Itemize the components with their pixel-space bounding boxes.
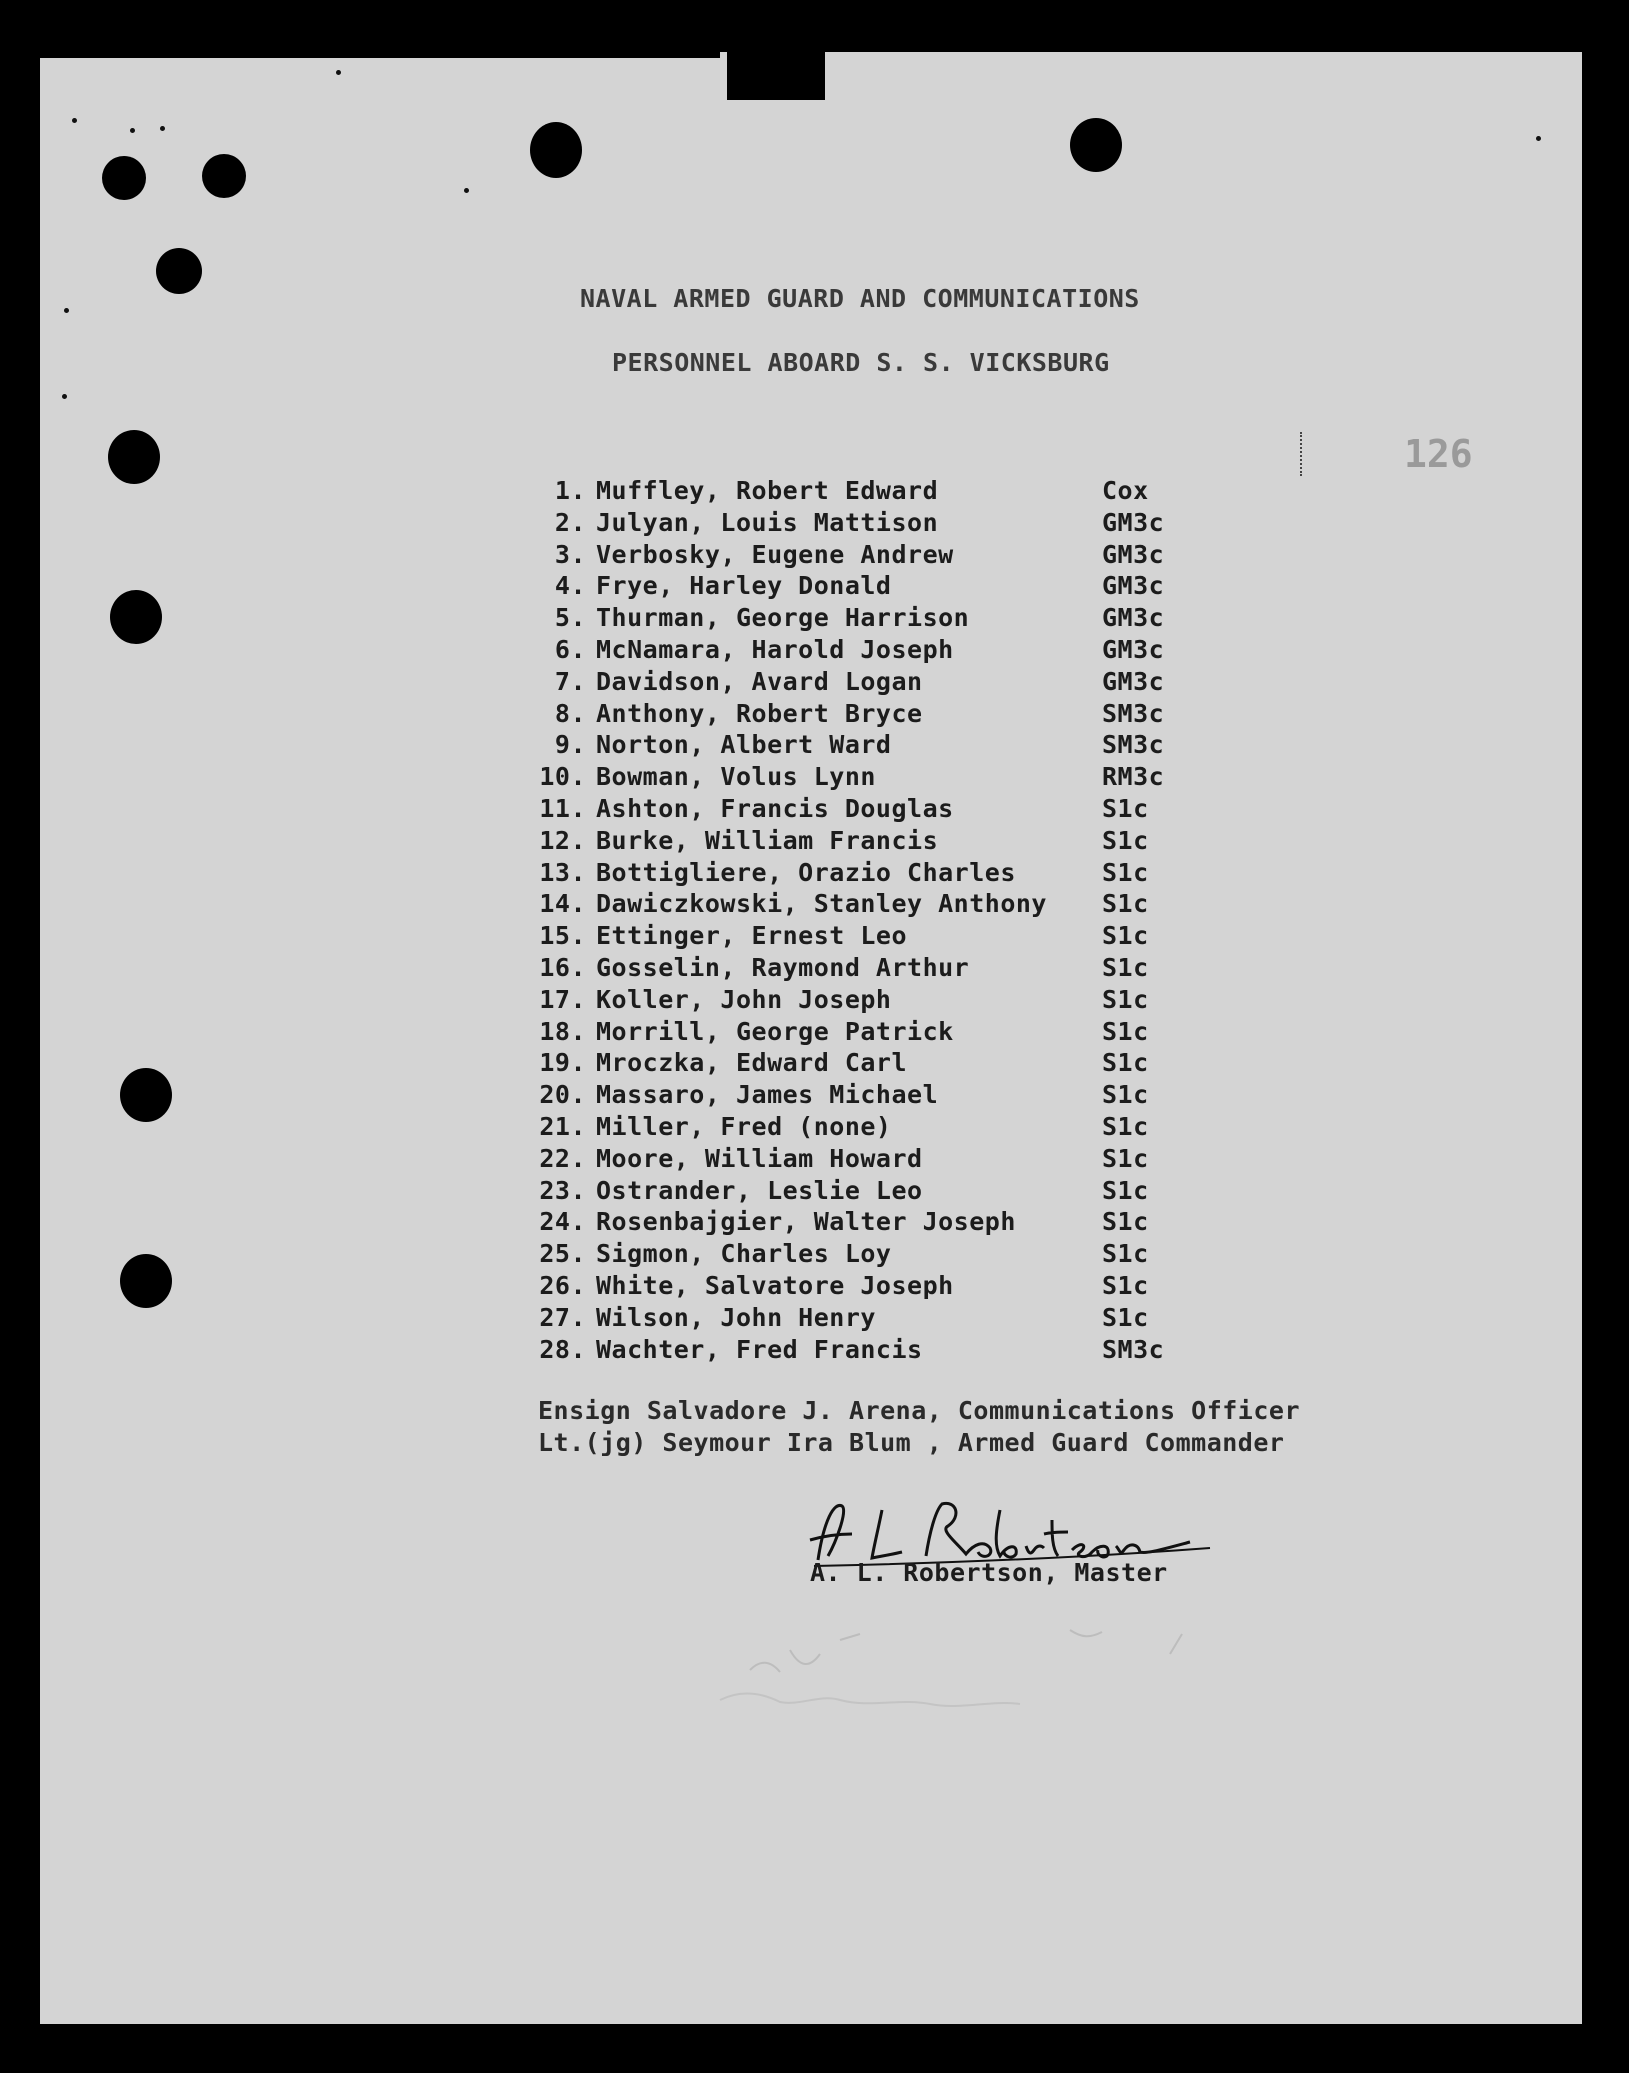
roster-row (530, 1303, 1210, 1335)
roster-name: Gosselin, Raymond Arthur (596, 952, 970, 982)
roster-number: 12. (539, 825, 586, 855)
roster-row (530, 540, 1210, 572)
roster-rate: S1c (1102, 857, 1149, 887)
punch-hole (156, 248, 202, 294)
roster-number: 5. (554, 603, 586, 633)
roster-row (530, 985, 1210, 1017)
roster-row (530, 571, 1210, 603)
roster-number: 23. (539, 1175, 586, 1205)
roster-number: 28. (539, 1334, 586, 1364)
roster-name: Moore, William Howard (596, 1143, 923, 1173)
roster-row (530, 1017, 1210, 1049)
roster-rate: S1c (1102, 1048, 1149, 1078)
roster-rate: RM3c (1102, 762, 1165, 792)
roster-number: 14. (539, 889, 586, 919)
roster-number: 8. (554, 698, 586, 728)
roster-rate: SM3c (1102, 730, 1165, 760)
roster-rate: GM3c (1102, 666, 1165, 696)
scan-border-top (40, 52, 720, 58)
roster-number: 16. (539, 952, 586, 982)
roster-row (530, 699, 1210, 731)
signer-caption: A. L. Robertson, Master (810, 1558, 1168, 1587)
scan-speck (130, 128, 135, 133)
roster-rate: SM3c (1102, 698, 1165, 728)
scan-speck (160, 126, 165, 131)
roster-number: 6. (554, 634, 586, 664)
roster-rate: S1c (1102, 952, 1149, 982)
roster-name: Rosenbajgier, Walter Joseph (596, 1207, 1016, 1237)
scan-speck (1536, 136, 1541, 141)
scan-speck (62, 394, 67, 399)
margin-mark (1300, 432, 1304, 476)
roster-row (530, 730, 1210, 762)
roster-number: 22. (539, 1143, 586, 1173)
roster-name: Ettinger, Ernest Leo (596, 921, 908, 951)
roster-name: Ostrander, Leslie Leo (596, 1175, 923, 1205)
roster-number: 15. (539, 921, 586, 951)
roster-row (530, 1335, 1210, 1367)
scan-speck (64, 308, 69, 313)
roster-rate: S1c (1102, 1175, 1149, 1205)
roster-number: 10. (539, 762, 586, 792)
roster-rate: GM3c (1102, 539, 1165, 569)
roster-name: White, Salvatore Joseph (596, 1270, 954, 1300)
roster-rate: GM3c (1102, 571, 1165, 601)
scan-speck (72, 118, 77, 123)
roster-row (530, 635, 1210, 667)
scan-speck (336, 70, 341, 75)
roster-rate: S1c (1102, 1080, 1149, 1110)
roster-number: 19. (539, 1048, 586, 1078)
roster-name: Norton, Albert Ward (596, 730, 892, 760)
faint-pencil-marks (690, 1610, 1290, 1720)
roster-row (530, 858, 1210, 890)
roster-name: Frye, Harley Donald (596, 571, 892, 601)
roster-number: 27. (539, 1302, 586, 1332)
roster-rate: S1c (1102, 1111, 1149, 1141)
roster-number: 11. (539, 793, 586, 823)
roster-rate: S1c (1102, 793, 1149, 823)
roster-rate: S1c (1102, 825, 1149, 855)
roster-name: Davidson, Avard Logan (596, 666, 923, 696)
officers-block (538, 1396, 1300, 1460)
roster-number: 17. (539, 984, 586, 1014)
roster-row (530, 1080, 1210, 1112)
roster-row (530, 508, 1210, 540)
punch-hole (110, 590, 162, 644)
roster-rate: GM3c (1102, 507, 1165, 537)
personnel-roster (530, 476, 1210, 1366)
roster-name: Wilson, John Henry (596, 1302, 876, 1332)
roster-name: Thurman, George Harrison (596, 603, 970, 633)
roster-rate: S1c (1102, 1143, 1149, 1173)
punch-hole (120, 1068, 172, 1122)
roster-number: 21. (539, 1111, 586, 1141)
roster-row (530, 794, 1210, 826)
roster-number: 24. (539, 1207, 586, 1237)
document-subtitle: PERSONNEL ABOARD S. S. VICKSBURG (612, 348, 1110, 377)
roster-rate: S1c (1102, 1239, 1149, 1269)
roster-rate: S1c (1102, 1270, 1149, 1300)
roster-rate: S1c (1102, 984, 1149, 1014)
roster-name: Miller, Fred (none) (596, 1111, 892, 1141)
roster-name: Mroczka, Edward Carl (596, 1048, 908, 1078)
roster-number: 1. (554, 476, 586, 505)
roster-number: 13. (539, 857, 586, 887)
roster-number: 26. (539, 1270, 586, 1300)
roster-row (530, 762, 1210, 794)
roster-row (530, 953, 1210, 985)
scan-tape-mark (727, 52, 825, 100)
communications-officer: Ensign Salvadore J. Arena, Communications Officer (538, 1396, 1301, 1425)
roster-rate: Cox (1102, 476, 1149, 505)
roster-name: Ashton, Francis Douglas (596, 793, 954, 823)
punch-hole (1070, 118, 1122, 172)
roster-rate: S1c (1102, 1207, 1149, 1237)
roster-row (530, 476, 1210, 508)
punch-hole (202, 154, 246, 198)
roster-row (530, 1048, 1210, 1080)
roster-name: Morrill, George Patrick (596, 1016, 954, 1046)
roster-rate: GM3c (1102, 634, 1165, 664)
roster-row (530, 826, 1210, 858)
roster-name: Julyan, Louis Mattison (596, 507, 939, 537)
roster-number: 18. (539, 1016, 586, 1046)
punch-hole (108, 430, 160, 484)
roster-name: Bottigliere, Orazio Charles (596, 857, 1016, 887)
roster-row (530, 603, 1210, 635)
roster-name: Burke, William Francis (596, 825, 939, 855)
armed-guard-commander: Lt.(jg) Seymour Ira Blum , Armed Guard Commander (538, 1428, 1285, 1457)
roster-rate: S1c (1102, 889, 1149, 919)
roster-row (530, 1176, 1210, 1208)
page-number: 126 (1404, 432, 1473, 476)
punch-hole (530, 122, 582, 178)
roster-number: 3. (554, 539, 586, 569)
roster-number: 25. (539, 1239, 586, 1269)
roster-number: 9. (554, 730, 586, 760)
roster-number: 7. (554, 666, 586, 696)
roster-number: 2. (554, 507, 586, 537)
scan-speck (464, 188, 469, 193)
roster-rate: S1c (1102, 921, 1149, 951)
roster-name: Massaro, James Michael (596, 1080, 939, 1110)
roster-name: McNamara, Harold Joseph (596, 634, 954, 664)
roster-rate: S1c (1102, 1016, 1149, 1046)
roster-name: Verbosky, Eugene Andrew (596, 539, 954, 569)
roster-row (530, 1207, 1210, 1239)
roster-name: Koller, John Joseph (596, 984, 892, 1014)
roster-name: Sigmon, Charles Loy (596, 1239, 892, 1269)
roster-name: Bowman, Volus Lynn (596, 762, 876, 792)
roster-rate: GM3c (1102, 603, 1165, 633)
roster-name: Dawiczkowski, Stanley Anthony (596, 889, 1047, 919)
roster-name: Anthony, Robert Bryce (596, 698, 923, 728)
roster-row (530, 921, 1210, 953)
roster-name: Wachter, Fred Francis (596, 1334, 923, 1364)
roster-row (530, 889, 1210, 921)
punch-hole (102, 156, 146, 200)
roster-row (530, 667, 1210, 699)
roster-row (530, 1239, 1210, 1271)
roster-number: 4. (554, 571, 586, 601)
roster-rate: SM3c (1102, 1334, 1165, 1364)
roster-row (530, 1271, 1210, 1303)
roster-number: 20. (539, 1080, 586, 1110)
document-title: NAVAL ARMED GUARD AND COMMUNICATIONS (580, 284, 1140, 313)
roster-row (530, 1144, 1210, 1176)
roster-row (530, 1112, 1210, 1144)
roster-name: Muffley, Robert Edward (596, 476, 939, 505)
roster-rate: S1c (1102, 1302, 1149, 1332)
punch-hole (120, 1254, 172, 1308)
